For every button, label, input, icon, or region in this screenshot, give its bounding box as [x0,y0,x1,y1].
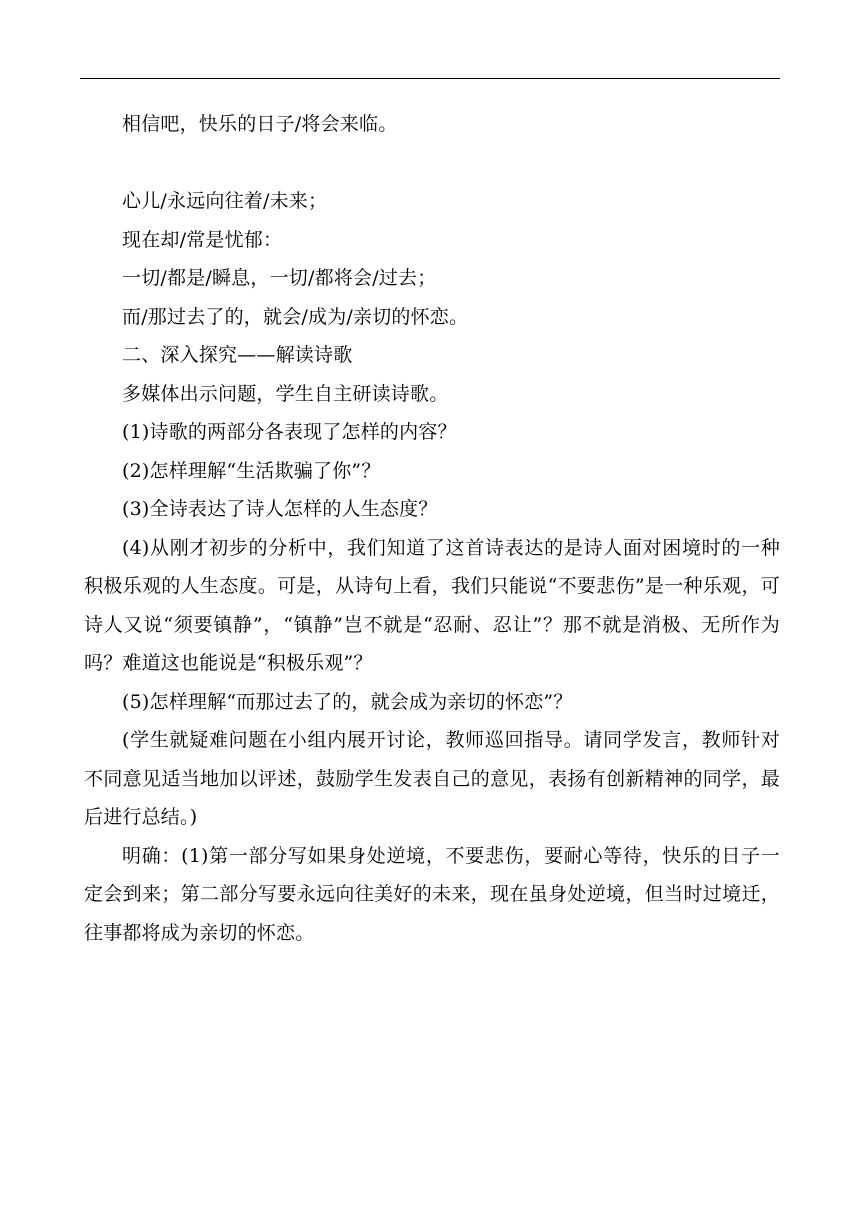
document-body [84,105,780,952]
header-rule [80,78,780,79]
answer-paragraph: 明确：(1)第一部分写如果身处逆境，不要悲伤，要耐心等待，快乐的日子一定会到来；第二部分写要永远向往美好的未来，现在虽身处逆境，但当时过境迁，往事都将成为亲切的怀恋。 [84,844,780,944]
poem-line: 现在却/常是忧郁： [122,228,283,251]
question-item: (5)怎样理解“而那过去了的，就会成为亲切的怀恋”？ [122,690,573,713]
section-heading: 二、深入探究——解读诗歌 [122,344,353,366]
question-item: (3)全诗表达了诗人怎样的人生态度？ [122,498,438,520]
poem-line: 心儿/永远向往着/未来； [122,190,328,212]
blank-line [84,144,780,183]
poem-line: 一切/都是/瞬息，一切/都将会/过去； [122,267,437,289]
question-item: (2)怎样理解“生活欺骗了你”？ [122,459,381,482]
question-item: (4)从刚才初步的分析中，我们知道了这首诗表达的是诗人面对困境时的一种积极乐观的人生态度。可是，从诗句上看，我们只能说“不要悲伤”是一种乐观，可诗人又说“须要镇静”，“镇静”岂不就是“忍耐、忍让”？那不就是消极、无所作为吗？难道这也能说是“积极乐观”？ [84,536,780,674]
question-item: (1)诗歌的两部分各表现了怎样的内容？ [122,421,457,443]
poem-line: 而/那过去了的，就会/成为/亲切的怀恋。 [122,305,469,328]
poem-line: 相信吧，快乐的日子/将会来临。 [122,113,398,135]
body-paragraph: 多媒体出示问题，学生自主研读诗歌。 [122,382,449,405]
body-paragraph: (学生就疑难问题在小组内展开讨论，教师巡回指导。请同学发言，教师针对不同意见适当地加以评述，鼓励学生发表自己的意见，表扬有创新精神的同学，最后进行总结。) [84,729,780,828]
